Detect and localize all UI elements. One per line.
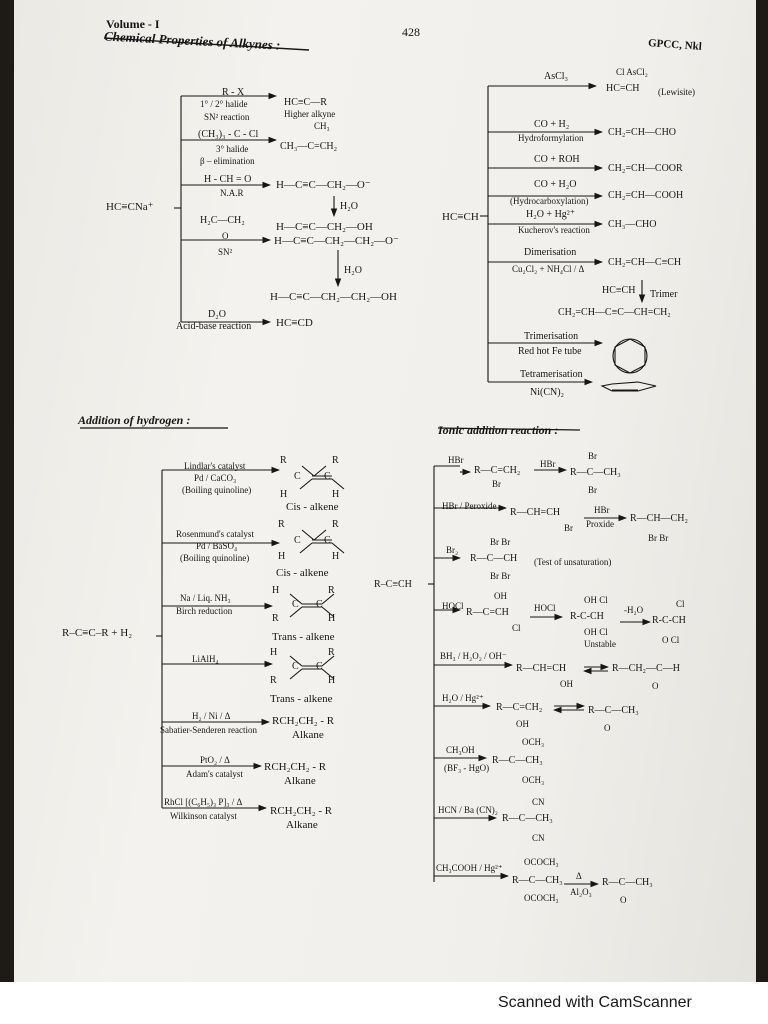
reagent-label: CH₃COOH / Hg²⁺ (436, 863, 503, 873)
product-formula: CH₃—C=CH₂ (280, 141, 338, 152)
substituent: Br Br (490, 537, 511, 547)
reagent-label: BH₃ / H₂O₂ / OH⁻ (440, 651, 507, 661)
substituent: OH Cl (584, 627, 608, 637)
textbook-page: Volume - I 428 GPCC, Nkl Chemical Properties of Alkynes : HC≡CNa⁺ R - X 1° / 2° halide SN² reaction HC≡C—R Higher alkyne (CH₃)₃ - C - Cl 3° halide β – elimination CH₃ CH₃—C=CH₂ H - CH = O N.A.R H—C≡C—CH₂—O⁻ H₂O H—C≡C—CH₂—OH H₂C—CH₂ O SN² H—C≡C—CH₂—CH₂—O⁻ H₂O H—C≡C—CH₂—CH₂—OH D₂O Acid-base reaction HC≡CD HC≡CH AsCl₃ Cl AsCl₂ HC=CH (Lewisite) CO + H₂ Hydroformylation CH₂=CH—CHO CO + ROH CH₂=CH—COOR CO + H₂O (Hydrocarboxylation) CH₂=CH—COOH H₂O + Hg²⁺ Kucherov's reaction CH₃—CHO Dimerisation Cu₂Cl₂ + NH₄Cl / Δ CH₂=CH—C≡CH HC≡CH Trimer CH₂=CH—C≡C—CH=CH₂ Trimerisation Red hot Fe tube Tetramerisation Ni(CN)₂ Addition of hydrogen : R–C≡C–R + H₂ Lindlar's catalyst Pd / CaCO₃ (Boiling quinoline) R R C C H H Cis - alkene Rosenmund's catalyst Pd / BaSO₄ (Boiling quinoline) R R C C H H Cis - alkene Na / Liq. NH₃ Birch reduction H R C C R H Trans - alkene LiAlH₄ H R C C R H Trans - alkene H₂ / Ni / Δ Sabatier-Senderen reaction RCH₂CH₂ - R Alkane PtO₂ / Δ Adam's catalyst RCH₂CH₂ - R Alkane RhCl [(C₆H₅)₃ P]₃ / Δ Wilkinson catalyst RCH₂CH₂ - R Alkane Ionic addition reaction : R–C≡CH HBr R—C=CH₂ Br HBr Br R—C—CH₃ Br HBr / Peroxide R—CH=CH Br HBr Proxide R—CH—CH₂ Br Br Br₂ Br Br R—C—CH Br Br (Test of unsaturation) HOCl OH R—C=CH Cl HOCl OH Cl R-C-CH OH Cl Unstable -H₂O Cl R-C-CH O Cl BH₃ / H₂O₂ / OH⁻ R—CH=CH OH R—CH₂—C—H O H₂O / Hg²⁺ R—C=CH₂ OH R—C—CH₃ O CH₃OH (BF₃ - HgO) OCH₃ R—C—CH₃ OCH₃ HCN / Ba (CN)₂ CN R—C—CH₃ CN CH₃COOH / Hg²⁺ OCOCH₃ R—C—CH₃ OCOCH₃ Δ Al₂O₃ R—C—CH₃ O (14, 0, 756, 1024)
condition-label: N.A.R (220, 188, 244, 198)
scheme-lines (14, 0, 756, 1024)
condition-label: Ni(CN)₂ (530, 387, 565, 398)
product-name: Alkane (286, 819, 318, 831)
product-formula: CH₂=CH—COOH (608, 190, 684, 201)
substituent: O Cl (662, 635, 680, 645)
reaction-reagent: H₂O (344, 265, 362, 276)
product-formula: HC≡C—R (284, 97, 327, 108)
reagent-label: R - X (222, 87, 245, 98)
substituent: Br (564, 523, 573, 533)
reaction-reagent: HC≡CH (602, 285, 636, 296)
product-name: Higher alkyne (284, 109, 336, 119)
condition-label: Cu₂Cl₂ + NH₄Cl / Δ (512, 264, 585, 274)
intermediate-formula: R—CH=CH (510, 507, 561, 518)
reagent-label: HCN / Ba (CN)₂ (438, 805, 498, 815)
reagent-label: H₂O + Hg²⁺ (526, 209, 576, 220)
substituent: O (652, 681, 659, 691)
epoxide-oxygen: O (222, 231, 229, 241)
reagent-label: AsCl₃ (544, 71, 569, 82)
product-formula: R—C—CH₃ (570, 467, 621, 478)
substituent: O (620, 895, 627, 905)
substituent: OH (560, 679, 573, 689)
intermediate-formula: R—C=CH₂ (496, 702, 543, 713)
reagent-label: H₂C—CH₂ (200, 215, 245, 226)
reagent-label: CH₃OH (446, 745, 475, 755)
scanner-footer (0, 982, 768, 1024)
product-name: Cis - alkene (286, 501, 339, 513)
product-formula: CH₂=CH—CHO (608, 127, 677, 138)
substituent: Br (492, 479, 501, 489)
catalyst-label: Adam's catalyst (186, 769, 243, 779)
reagent-label: HBr (594, 505, 610, 515)
product-formula: R-C-CH (652, 615, 686, 626)
reagent-label: Dimerisation (524, 247, 577, 258)
product-formula: R—CH₂—C—H (612, 663, 680, 674)
product-formula: RCH₂CH₂ - R (270, 805, 333, 817)
product-formula: H—C≡C—CH₂—CH₂—O⁻ (274, 235, 399, 247)
section-title: Chemical Properties of Alkynes : (103, 28, 281, 53)
catalyst-label: (Boiling quinoline) (182, 485, 252, 495)
substituent: OCH₃ (522, 775, 545, 785)
product-name: Trans - alkene (270, 693, 333, 705)
intermediate-formula: R—CH=CH (516, 663, 567, 674)
catalyst-label: Pd / BaSO₄ (196, 541, 238, 551)
substituent: CN (532, 797, 545, 807)
reagent-label: (BF₃ - HgO) (444, 763, 490, 773)
condition-label: (Hydrocarboxylation) (510, 196, 589, 206)
catalyst-label: Sabatier-Senderen reaction (160, 725, 258, 735)
product-formula: R—C—CH₃ (492, 755, 543, 766)
hydrogenation-reactant: R–C≡C–R + H₂ (62, 627, 133, 639)
substituent: Br (588, 451, 597, 461)
reagent-label: CO + ROH (534, 154, 580, 165)
reaction-note: Trimer (650, 289, 678, 300)
condition-label: Hydroformylation (518, 133, 584, 143)
product-formula: HC≡CD (276, 317, 313, 329)
product-formula: CH₃—CHO (608, 219, 657, 230)
ionic-reactant: R–C≡CH (374, 579, 412, 590)
intermediate-formula: R—C=CH₂ (474, 465, 521, 476)
condition-label: 1° / 2° halide (200, 99, 248, 109)
product-name: Cis - alkene (276, 567, 329, 579)
reagent-label: CO + H₂ (534, 119, 570, 130)
product-formula: CH₂=CH—C≡C—CH=CH₂ (558, 307, 671, 318)
product-name: Alkane (292, 729, 324, 741)
substituent: Br Br (490, 571, 511, 581)
reagent-label: Al₂O₃ (570, 887, 592, 897)
catalyst-label: Birch reduction (176, 606, 233, 616)
catalyst-label: LiAlH₄ (192, 654, 219, 664)
hydrogenation-title: Addition of hydrogen : (78, 413, 191, 427)
product-name: Alkane (284, 775, 316, 787)
product-formula: RCH₂CH₂ - R (272, 715, 335, 727)
substituent: OH (516, 719, 529, 729)
product-formula: H—C≡C—CH₂—CH₂—OH (270, 291, 397, 303)
substituent: OH (494, 591, 507, 601)
product-substituent: CH₃ (314, 121, 330, 131)
product-formula: H—C≡C—CH₂—OH (276, 221, 373, 233)
publisher-label: GPCC, Nkl (647, 37, 703, 53)
ionic-title: Ionic addition reaction : (438, 423, 559, 437)
catalyst-label: PtO₂ / Δ (200, 755, 230, 765)
condition-label: SN² reaction (204, 112, 250, 122)
reagent-label: CO + H₂O (534, 179, 577, 190)
product-formula: CH₂=CH—C≡CH (608, 257, 682, 268)
product-formula: R—C—CH₃ (502, 813, 553, 824)
substituent: Br Br (648, 533, 669, 543)
reagent-label: H₂O / Hg²⁺ (442, 693, 484, 703)
condition-label: 3° halide (216, 144, 249, 154)
acetylene-reactant: HC≡CH (442, 211, 479, 223)
volume-label: Volume - I (106, 17, 160, 31)
product-formula: R—CH—CH₂ (630, 513, 688, 524)
condition-label: β – elimination (200, 156, 255, 166)
substituent: O (604, 723, 611, 733)
reagent-label: -H₂O (624, 605, 644, 615)
intermediate-formula: R-C-CH (570, 611, 604, 622)
reagent-label: Trimerisation (524, 331, 579, 342)
substituent: CN (532, 833, 545, 843)
substituent: Cl (512, 623, 521, 633)
reagent-label: D₂O (208, 309, 226, 320)
product-name: Trans - alkene (272, 631, 335, 643)
substituent: Br (588, 485, 597, 495)
substituent: OCH₃ (522, 737, 545, 747)
product-substituent: Cl AsCl₂ (616, 67, 648, 77)
catalyst-label: Rosenmund's catalyst (176, 529, 254, 539)
reagent-note: Proxide (586, 519, 614, 529)
reagent-label: HOCl (442, 601, 464, 611)
reagent-label: HBr (448, 455, 464, 465)
reagent-label: HBr / Peroxide (442, 501, 497, 511)
reagent-label: Tetramerisation (520, 369, 583, 380)
catalyst-label: RhCl [(C₆H₅)₃ P]₃ / Δ (164, 797, 243, 807)
intermediate-formula: R—C=CH (466, 607, 509, 618)
product-formula: RCH₂CH₂ - R (264, 761, 327, 773)
test-note: (Test of unsaturation) (534, 557, 612, 567)
reagent-label: HOCl (534, 603, 556, 613)
product-formula: CH₂=CH—COOR (608, 163, 683, 174)
catalyst-label: (Boiling quinoline) (180, 553, 250, 563)
condition-label: SN² (218, 247, 233, 257)
condition-label: Kucherov's reaction (518, 225, 590, 235)
acetylide-reactant: HC≡CNa⁺ (106, 201, 154, 213)
product-formula: HC=CH (606, 83, 640, 94)
unstable-note: Unstable (584, 639, 616, 649)
reaction-reagent: H₂O (340, 201, 358, 212)
substituent: OH Cl (584, 595, 608, 605)
product-formula: R—C—CH₃ (588, 705, 639, 716)
catalyst-label: Lindlar's catalyst (184, 461, 246, 471)
reagent-label: (CH₃)₃ - C - Cl (198, 129, 259, 140)
product-formula: R—C—CH₃ (512, 875, 563, 886)
reagent-label: Br₂ (446, 545, 459, 555)
product-name: (Lewisite) (658, 87, 695, 97)
page-number: 428 (402, 25, 420, 39)
substituent: OCOCH₃ (524, 893, 559, 903)
catalyst-label: Pd / CaCO₃ (194, 473, 237, 483)
substituent: Cl (676, 599, 685, 609)
reagent-label: Δ (576, 871, 582, 881)
catalyst-label: Wilkinson catalyst (170, 811, 237, 821)
catalyst-label: H₂ / Ni / Δ (192, 711, 231, 721)
condition-label: Red hot Fe tube (518, 346, 582, 357)
reagent-label: H - CH = O (204, 174, 252, 185)
catalyst-label: Na / Liq. NH₃ (180, 593, 231, 603)
scanner-watermark: Scanned with CamScanner (498, 994, 692, 1011)
substituent: OCOCH₃ (524, 857, 559, 867)
product-formula: H—C≡C—CH₂—O⁻ (276, 179, 371, 191)
condition-label: Acid-base reaction (176, 321, 252, 332)
product-formula: R—C—CH₃ (602, 877, 653, 888)
product-formula: R—C—CH (470, 553, 518, 564)
reagent-label: HBr (540, 459, 556, 469)
